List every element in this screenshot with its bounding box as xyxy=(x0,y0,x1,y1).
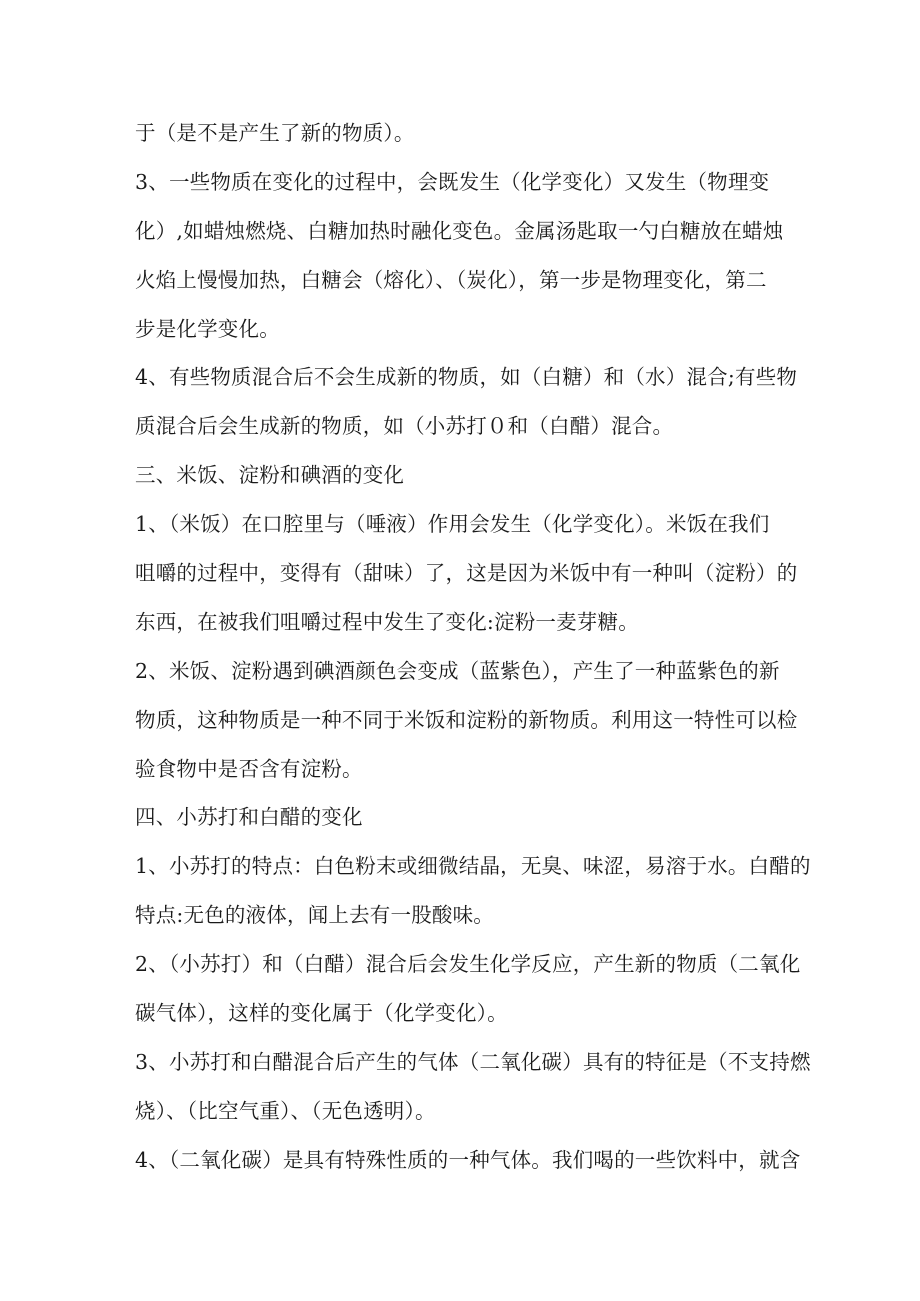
section-heading: 四、小苏打和白醋的变化 xyxy=(135,805,363,830)
text-line: 4、（二氧化碳）是具有特殊性质的一种气体。我们喝的一些饮料中，就含 xyxy=(135,1147,801,1172)
text-line: 东西，在被我们咀嚼过程中发生了变化:淀粉一麦芽糖。 xyxy=(135,609,639,634)
text-line: 2、米饭、淀粉遇到碘酒颜色会变成（蓝紫色），产生了一种蓝紫色的新 xyxy=(135,658,780,683)
text-line: 1、（米饭）在口腔里与（唾液）作用会发生（化学变化）。米饭在我们 xyxy=(135,512,770,537)
text-line: 4、有些物质混合后不会生成新的物质，如（白糖）和（水）混合;有些物 xyxy=(135,365,798,390)
text-line: 3、一些物质在变化的过程中，会既发生（化学变化）又发生（物理变 xyxy=(135,169,770,194)
text-line: 烧）、（比空气重）、（无色透明）。 xyxy=(135,1098,436,1123)
text-line: 特点:无色的液体，闻上去有一股酸味。 xyxy=(135,903,495,928)
text-line: 火焰上慢慢加热，白糖会（熔化）、（炭化），第一步是物理变化，第二 xyxy=(135,267,767,292)
text-line: 碳气体），这样的变化属于（化学变化）。 xyxy=(135,1001,508,1026)
text-line: 验食物中是否含有淀粉。 xyxy=(135,756,363,781)
text-line: 化）,如蜡烛燃烧、白糖加热时融化变色。金属汤匙取一勺白糖放在蜡烛 xyxy=(135,218,784,243)
text-line: 3、小苏打和白醋混合后产生的气体（二氧化碳）具有的特征是（不支持燃 xyxy=(135,1049,811,1074)
text-line: 2、（小苏打）和（白醋）混合后会发生化学反应，产生新的物质（二氧化 xyxy=(135,952,801,977)
text-line: 步是化学变化。 xyxy=(135,316,280,341)
text-line: 于（是不是产生了新的物质）。 xyxy=(135,121,415,145)
section-heading: 三、米饭、淀粉和碘酒的变化 xyxy=(135,463,405,488)
text-line: 咀嚼的过程中，变得有（甜味）了，这是因为米饭中有一种叫（淀粉）的 xyxy=(135,561,798,586)
text-line: 物质，这种物质是一种不同于米饭和淀粉的新物质。利用这一特性可以检 xyxy=(135,707,798,732)
text-line: 1、小苏打的特点：白色粉末或细微结晶，无臭、味涩，易溶于水。白醋的 xyxy=(135,854,811,879)
text-line: 质混合后会生成新的物质，如（小苏打０和（白醋）混合。 xyxy=(135,414,674,439)
document-page xyxy=(135,109,811,1185)
